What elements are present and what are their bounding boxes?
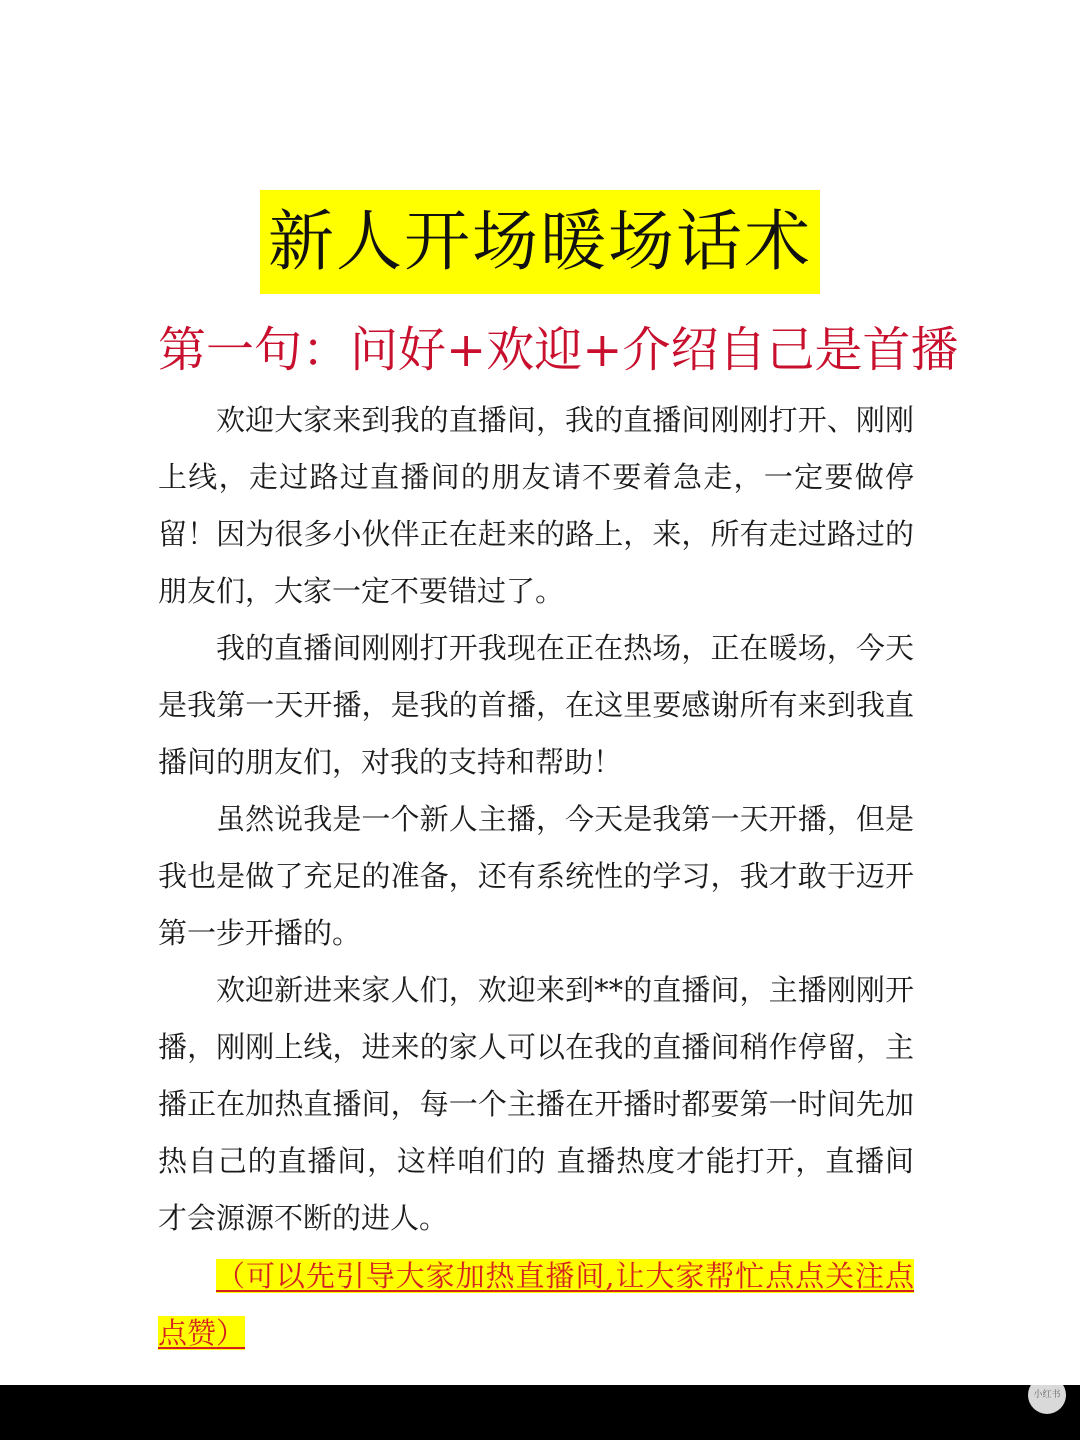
note-text: （可以先引导大家加热直播间,让大家帮忙点点关注点点赞） <box>158 1259 914 1350</box>
paragraph-1: 欢迎大家来到我的直播间，我的直播间刚刚打开、刚刚上线，走过路过直播间的朋友请不要着急走，一定要做停留！因为很多小伙伴正在赶来的路上，来，所有走过路过的朋友们，大家一定不要错过了。 <box>158 403 914 608</box>
body-text <box>158 392 914 1362</box>
paragraph-3: 虽然说我是一个新人主播，今天是我第一天开播，但是我也是做了充足的准备，还有系统性的学习，我才敢于迈开第一步开播的。 <box>158 802 914 950</box>
bottom-bar <box>0 1385 1080 1440</box>
paragraph-2: 我的直播间刚刚打开我现在正在热场，正在暖场，今天是我第一天开播，是我的首播，在这里要感谢所有来到我直播间的朋友们，对我的支持和帮助！ <box>158 631 914 779</box>
paragraph-4: 欢迎新进来家人们，欢迎来到**的直播间，主播刚刚开播，刚刚上线，进来的家人可以在我的直播间稍作停留，主播正在加热直播间，每一个主播在开播时都要第一时间先加热自己的直播间，这样咱们的 直播热度才能打开，直播间才会源源不断的进人。 <box>158 973 914 1235</box>
highlighted-note <box>158 1248 914 1362</box>
watermark-logo: 小红书 <box>1028 1376 1066 1414</box>
section-heading: 第一句：问好+欢迎+介绍自己是首播 <box>158 322 959 378</box>
page-title: 新人开场暖场话术 <box>260 190 820 294</box>
title-container <box>0 190 1080 294</box>
